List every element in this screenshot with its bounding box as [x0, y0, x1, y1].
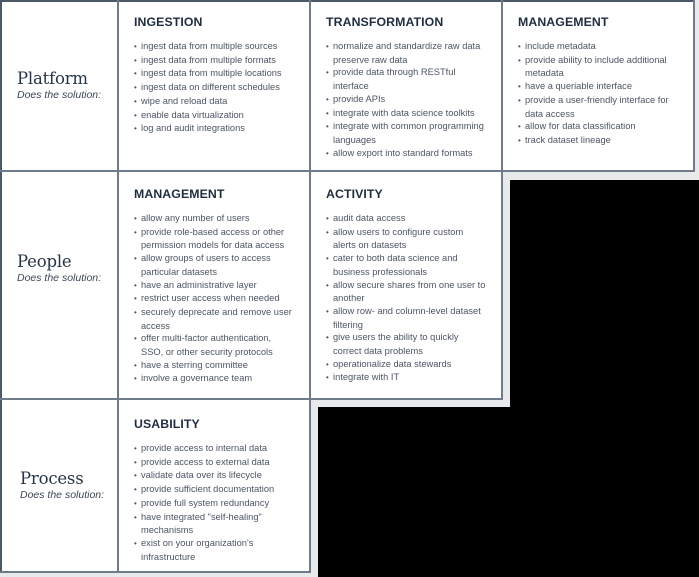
list-item: • log and audit integrations [134, 122, 306, 136]
list-item: • validate data over its lifecycle [134, 469, 294, 483]
list-item: • have a queriable interface [518, 80, 680, 94]
list-item: • allow export into standard formats [326, 147, 486, 161]
row-title: People [17, 252, 72, 271]
row-label-people [0, 252, 118, 285]
list-item: • allow for data classification [518, 120, 680, 134]
grid-line [309, 0, 311, 573]
list-item: • give users the ability to quickly correct data problems [326, 331, 486, 357]
list-item: • provide role-based access or other permission models for data access [134, 226, 294, 252]
list-item: • normalize and standardize raw data preserve raw data [326, 40, 486, 66]
list-item: • provide a user-friendly interface for data access [518, 94, 680, 120]
list-item: • wipe and reload data [134, 95, 306, 109]
list-item: • provide access to internal data [134, 442, 294, 456]
row-label-process [0, 469, 118, 502]
criteria-list [134, 40, 306, 136]
grid-line [0, 571, 311, 573]
list-item: • audit data access [326, 212, 486, 226]
section-heading: TRANSFORMATION [326, 15, 444, 29]
list-item: • allow secure shares from one user to another [326, 279, 486, 305]
section-usability [134, 417, 294, 563]
list-item: • involve a governance team [134, 372, 294, 386]
row-title: Platform [17, 69, 88, 88]
list-item: • allow groups of users to access particular datasets [134, 252, 294, 278]
list-item: • enable data virtualization [134, 109, 306, 123]
section-heading: MANAGEMENT [134, 187, 225, 201]
list-item: • ingest data from multiple formats [134, 54, 306, 68]
criteria-list [518, 40, 680, 148]
row-subtitle: Does the solution: [17, 89, 102, 101]
section-people-management [134, 187, 294, 386]
list-item: • track dataset lineage [518, 134, 680, 148]
list-item: • ingest data from multiple locations [134, 67, 306, 81]
list-item: • provide data through RESTful interface [326, 66, 486, 92]
section-platform-management [518, 15, 680, 148]
criteria-list [326, 212, 486, 385]
list-item: • securely deprecate and remove user access [134, 306, 294, 332]
list-item: • have a sterring committee [134, 359, 294, 373]
list-item: • provide ability to include additional metadata [518, 54, 680, 80]
list-item: • integrate with data science toolkits [326, 107, 486, 121]
list-item: • have integrated "self-healing" mechanisms [134, 511, 294, 537]
list-item: • have an administrative layer [134, 279, 294, 293]
list-item: • allow users to configure custom alerts on datasets [326, 226, 486, 252]
list-item: • restrict user access when needed [134, 292, 294, 306]
grid-line [693, 0, 695, 172]
list-item: • provide APIs [326, 93, 486, 107]
list-item: • include metadata [518, 40, 680, 54]
list-item: • exist on your organization's infrastructure [134, 537, 294, 563]
list-item: • ingest data on different schedules [134, 81, 306, 95]
criteria-list [134, 212, 294, 386]
section-heading: ACTIVITY [326, 187, 383, 201]
row-subtitle: Does the solution: [17, 272, 102, 284]
section-heading: USABILITY [134, 417, 200, 431]
section-heading: MANAGEMENT [518, 15, 609, 29]
grid-line [0, 0, 695, 2]
list-item: • provide full system redundancy [134, 497, 294, 511]
list-item: • provide access to external data [134, 456, 294, 470]
list-item: • offer multi-factor authentication, SSO, or other security protocols [134, 332, 294, 358]
grid-line [501, 0, 503, 400]
list-item: • operationalize data stewards [326, 358, 486, 372]
row-label-platform [0, 69, 118, 102]
section-ingestion [134, 15, 306, 136]
row-subtitle: Does the solution: [20, 489, 105, 501]
grid-line [0, 170, 695, 172]
list-item: • provide sufficient documentation [134, 483, 294, 497]
section-heading: INGESTION [134, 15, 203, 29]
section-activity [326, 187, 486, 385]
list-item: • cater to both data science and business professionals [326, 252, 486, 278]
row-title: Process [20, 469, 84, 488]
list-item: • allow any number of users [134, 212, 294, 226]
list-item: • ingest data from multiple sources [134, 40, 306, 54]
list-item: • integrate with common programming languages [326, 120, 486, 146]
list-item: • allow row- and column-level dataset filtering [326, 305, 486, 331]
criteria-list [134, 442, 294, 563]
section-transformation [326, 15, 486, 160]
grid-line [0, 398, 503, 400]
criteria-list [326, 40, 486, 160]
list-item: • integrate with IT [326, 371, 486, 385]
